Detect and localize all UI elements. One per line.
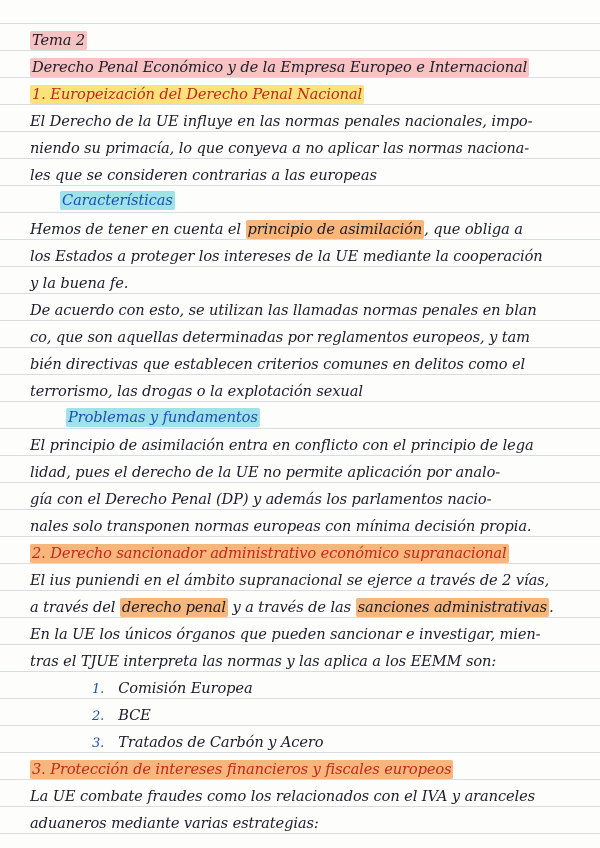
- paragraph-line: En la UE los únicos órganos que pueden sancionar e investigar, mien-: [30, 626, 541, 643]
- paragraph-line: los Estados a proteger los intereses de la UE mediante la cooperación: [30, 248, 543, 265]
- paragraph-line: terrorismo, las drogas o la explotación sexual: [30, 383, 363, 400]
- page-title-text: Derecho Penal Económico y de la Empresa Europeo e Internacional: [32, 59, 528, 76]
- list-number: 2.: [92, 709, 105, 724]
- paragraph-line: co, que son aquellas determinadas por reglamentos europeos, y tam: [30, 329, 530, 346]
- section-1-heading: [30, 85, 595, 105]
- list-item-text: BCE: [118, 707, 151, 724]
- paragraph-line: gía con el Derecho Penal (DP) y además los parlamentos nacio-: [30, 491, 492, 508]
- section-3-heading: [30, 760, 595, 780]
- tema-label-text: Tema 2: [32, 32, 86, 49]
- principio-asimilacion-highlight: principio de asimilación: [247, 221, 423, 238]
- subheading-caracteristicas: [60, 191, 600, 211]
- section-1-paragraph-line: El Derecho de la UE influye en las normas penales nacionales, impo-: [30, 113, 533, 130]
- sanciones-administrativas-highlight: sanciones administrativas: [357, 599, 548, 616]
- subheading-problemas-text: Problemas y fundamentos: [68, 409, 258, 426]
- list-item: [92, 733, 600, 754]
- vias-line-mid: y a través de las: [227, 599, 356, 616]
- paragraph-line: De acuerdo con esto, se utilizan las llamadas normas penales en blan: [30, 302, 537, 319]
- section-1-paragraph-line: les que se consideren contrarias a las europeas: [30, 167, 377, 184]
- list-number: 1.: [92, 682, 105, 697]
- list-number: 3.: [92, 736, 105, 751]
- asimilacion-line-pre: Hemos de tener en cuenta el: [30, 221, 246, 238]
- subheading-caracteristicas-text: Características: [62, 192, 173, 209]
- paragraph-line: El principio de asimilación entra en conflicto con el principio de lega: [30, 437, 534, 454]
- paragraph-line: y la buena fe.: [30, 275, 129, 292]
- list-item-text: Comisión Europea: [118, 680, 253, 697]
- list-item: [92, 706, 600, 727]
- paragraph-line: bién directivas que establecen criterios comunes en delitos como el: [30, 356, 526, 373]
- section-1-heading-text: 1. Europeización del Derecho Penal Nacional: [32, 86, 363, 103]
- paragraph-line: nales solo transponen normas europeas con mínima decisión propia.: [30, 518, 532, 535]
- paragraph-line: aduaneros mediante varias estrategias:: [30, 815, 319, 832]
- section-3-heading-text: 3. Protección de intereses financieros y fiscales europeos: [32, 761, 452, 778]
- list-item-text: Tratados de Carbón y Acero: [118, 734, 324, 751]
- tema-label: [30, 31, 595, 51]
- vias-line-pre: a través del: [30, 599, 120, 616]
- page-title: [30, 58, 595, 78]
- asimilacion-line-post: , que obliga a: [424, 221, 523, 238]
- list-item: [92, 679, 600, 700]
- section-2-heading-text: 2. Derecho sancionador administrativo económico supranacional: [32, 545, 507, 562]
- section-2-heading: [30, 544, 595, 564]
- paragraph-line: El ius puniendi en el ámbito supranacional se ejerce a través de 2 vías,: [30, 572, 550, 589]
- section-1-paragraph-line: niendo su primacía, lo que conyeva a no aplicar las normas naciona-: [30, 140, 530, 157]
- paragraph-line: La UE combate fraudes como los relacionados con el IVA y aranceles: [30, 788, 536, 805]
- asimilacion-line: [30, 220, 595, 240]
- paragraph-line: tras el TJUE interpreta las normas y las aplica a los EEMM son:: [30, 653, 497, 670]
- paragraph-line: lidad, pues el derecho de la UE no permite aplicación por analo-: [30, 464, 501, 481]
- derecho-penal-highlight: derecho penal: [121, 599, 226, 616]
- subheading-problemas: [66, 408, 600, 428]
- vias-line: [30, 598, 595, 618]
- vias-line-post: .: [549, 599, 554, 616]
